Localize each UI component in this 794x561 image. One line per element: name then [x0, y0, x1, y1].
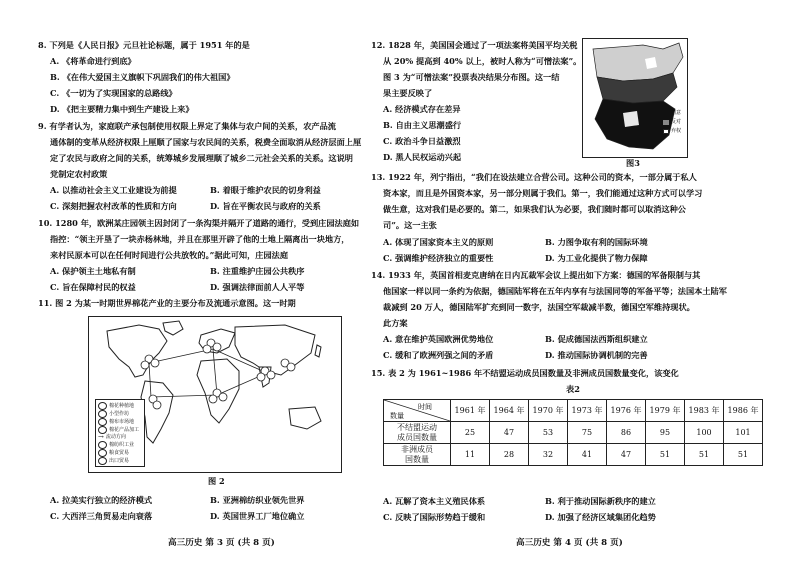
q12-line-4: 果主要反映了 — [383, 88, 433, 98]
q8-option-b[interactable]: B. 《在伟大爱国主义旗帜下巩固我们的伟大祖国》 — [50, 72, 235, 82]
q15-option-d[interactable]: D. 加强了经济区域集团化趋势 — [545, 512, 656, 522]
q15-option-c[interactable]: C. 反映了国际形势趋于缓和 — [383, 512, 486, 522]
cloth-market-icon — [98, 418, 107, 426]
textile-industry-icon — [98, 441, 107, 449]
q8-option-a[interactable]: A. 《将革命进行到底》 — [50, 56, 136, 66]
q9-option-c[interactable]: C. 深刻把握农村改革的性质和方向 — [50, 201, 177, 211]
figure-3-us-map — [582, 38, 688, 158]
q14-line-4: 此方案 — [383, 318, 408, 328]
q9-line-4: 党制定农村政策 — [50, 169, 108, 179]
table-year-cell: 1973 年 — [568, 400, 607, 422]
table-cell: 95 — [646, 422, 685, 444]
table-year-cell: 1983 年 — [685, 400, 724, 422]
q13-line-3: 做生意，这对我们是必要的。第二，如果我们认为必要，我们随时都可以取消这种公 — [383, 204, 686, 214]
table-year-cell: 1961 年 — [451, 400, 490, 422]
q11-option-a[interactable]: A. 拉美实行独立的经济模式 — [50, 495, 153, 505]
arrow-icon: → — [98, 433, 104, 441]
table-cell: 25 — [451, 422, 490, 444]
table-cell: 53 — [529, 422, 568, 444]
q14-line-3: 裁减到 20 万人，德国陆军扩充到同一数字，法国空军裁减半数，德国空军维持现状。 — [383, 302, 695, 312]
q14-line-2: 他国家一样以同一条约为依据，德国陆军将在五年内享有与法国同等的军备平等；法国本土陆军 — [383, 286, 727, 296]
right-page-footer: 高三历史 第 4 页 (共 8 页) — [516, 538, 623, 548]
q13-line-4: 司”。这一主张 — [383, 220, 437, 230]
q13-line-1: 13. 1922 年，列宁指出，“我们在设法建立合营公司。这种公司的资本，一部分属于私人 — [371, 172, 697, 182]
table-cell: 41 — [568, 444, 607, 466]
table-cell: 101 — [724, 422, 763, 444]
q8-stem: 8. 下列是《人民日报》元旦社论标题，属于 1951 年的是 — [38, 40, 250, 50]
q12-line-2: 从 20% 提高到 40% 以上，被时人称为“可憎法案”。 — [383, 56, 582, 66]
q13-option-a[interactable]: A. 体现了国家资本主义的原则 — [383, 237, 494, 247]
figure-2-legend — [95, 399, 145, 467]
q13-option-c[interactable]: C. 强调维护经济独立的重要性 — [383, 253, 494, 263]
q12-line-3: 图 3 为“可憎法案”投票表决结果分布图。这一结 — [383, 72, 560, 82]
q13-line-2: 资本家，而且是外国资本家，另一部分则属于我们。第一，我们能通过这种方式可以学习 — [383, 188, 703, 198]
q13-option-d[interactable]: D. 为工业化提供了物力保障 — [545, 253, 648, 263]
q10-option-b[interactable]: B. 注重维护庄园公共秩序 — [210, 266, 305, 276]
legend-item: 反对 — [663, 118, 685, 127]
q10-line-1: 10. 1280 年，欧洲某庄园领主因封闭了一条沟渠并隔开了道路的通行，受到庄园法庭如 — [38, 218, 360, 228]
q10-line-2: 指控：“领主开垦了一块赤杨林地，并且在那里开辟了他的土地上隔离出一块地方， — [50, 234, 350, 244]
q12-option-c[interactable]: C. 政治斗争日益激烈 — [383, 136, 461, 146]
table-cell: 51 — [724, 444, 763, 466]
q14-option-c[interactable]: C. 缓和了欧洲列强之间的矛盾 — [383, 350, 494, 360]
table-cell: 47 — [607, 444, 646, 466]
us-vote-map-drawing — [583, 39, 687, 157]
q10-option-d[interactable]: D. 强调法律面前人人平等 — [210, 282, 305, 292]
header-time-label: 时间 — [418, 403, 432, 411]
table-2 — [383, 399, 763, 466]
table-cell: 51 — [646, 444, 685, 466]
table-cell: 100 — [685, 422, 724, 444]
q10-option-c[interactable]: C. 旨在保障村民的权益 — [50, 282, 136, 292]
table-row — [384, 422, 763, 444]
q10-line-3: 来村民原本可以在任何时间进行公共放牧的。”据此可知，庄园法庭 — [50, 250, 289, 260]
q15-stem: 15. 表 2 为 1961~1986 年不结盟运动成员国数量及非洲成员国数量变化，该变化 — [371, 368, 679, 378]
legend-item: 同意 — [663, 109, 685, 118]
cotton-field-icon — [98, 402, 107, 410]
legend-item: 小型作坊 — [98, 410, 142, 418]
grain-trade-icon — [98, 449, 107, 457]
table-year-cell: 1979 年 — [646, 400, 685, 422]
q9-line-2: 通体制的变革从经济权限上厘顺了国家与农民间的关系，税费全面取消从经济层面上厘 — [50, 137, 362, 147]
legend-item: 棉布市场地 — [98, 418, 142, 426]
table-header-row — [384, 400, 763, 422]
table-cell: 28 — [490, 444, 529, 466]
q9-option-b[interactable]: B. 着眼于维护农民的切身利益 — [210, 185, 321, 195]
q11-stem: 11. 图 2 为某一时期世界棉花产业的主要分布及流通示意图。这一时期 — [38, 298, 296, 308]
row-label-members: 不结盟运动 成员国数量 — [384, 422, 451, 444]
q12-option-d[interactable]: D. 黑人民权运动兴起 — [383, 152, 462, 162]
export-trade-icon — [98, 457, 107, 465]
q14-option-d[interactable]: D. 推动国际协调机制的完善 — [545, 350, 648, 360]
figure-3-legend — [663, 109, 685, 136]
table-cell: 51 — [685, 444, 724, 466]
q8-option-d[interactable]: D. 《把主要精力集中到生产建设上来》 — [50, 104, 194, 114]
table-cell: 32 — [529, 444, 568, 466]
left-page-footer: 高三历史 第 3 页 (共 8 页) — [168, 538, 275, 548]
header-count-label: 数量 — [390, 412, 404, 420]
q15-option-a[interactable]: A. 瓦解了资本主义殖民体系 — [383, 496, 486, 506]
diagonal-line-icon — [384, 400, 450, 421]
figure-2-world-map — [88, 316, 342, 473]
q11-option-c[interactable]: C. 大西洋三角贸易走向衰落 — [50, 511, 153, 521]
legend-item: 棉纺织工业 — [98, 441, 142, 449]
q8-option-c[interactable]: C. 《一切为了实现国家的总路线》 — [50, 88, 177, 98]
figure-3-caption: 图3 — [626, 158, 640, 168]
q14-option-a[interactable]: A. 意在维护英国欧洲优势地位 — [383, 334, 494, 344]
q10-option-a[interactable]: A. 保护领主土地私有制 — [50, 266, 136, 276]
legend-item: → 流动方向 — [98, 433, 126, 441]
legend-item: 棉花种植地 — [98, 402, 142, 410]
q9-line-3: 定了农民与政府之间的关系，统筹城乡发展理顺了城乡二元社会关系的关系。这说明 — [50, 153, 353, 163]
table-cell: 11 — [451, 444, 490, 466]
table-year-cell: 1976 年 — [607, 400, 646, 422]
table-year-cell: 1964 年 — [490, 400, 529, 422]
q12-option-b[interactable]: B. 自由主义思潮盛行 — [383, 120, 462, 130]
q15-option-b[interactable]: B. 利于推动国际新秩序的建立 — [545, 496, 656, 506]
abstain-swatch-icon — [663, 129, 669, 134]
legend-item: 粮食贸易 — [98, 449, 142, 457]
q12-line-1: 12. 1828 年，美国国会通过了一项法案将美国平均关税 — [371, 40, 578, 50]
q14-option-b[interactable]: B. 促成德国法西斯组织建立 — [545, 334, 648, 344]
table-cell: 86 — [607, 422, 646, 444]
table-cell: 75 — [568, 422, 607, 444]
legend-item: 棉花产品加工 — [98, 426, 142, 434]
row-label-africa: 非洲成员 国数量 — [384, 444, 451, 466]
q13-option-b[interactable]: B. 力图争取有利的国际环境 — [545, 237, 648, 247]
workshop-icon — [98, 410, 107, 418]
q9-option-a[interactable]: A. 以推动社会主义工业建设为前提 — [50, 185, 177, 195]
table-cell: 47 — [490, 422, 529, 444]
figure-2-caption: 图 2 — [208, 476, 225, 486]
q11-option-b[interactable]: B. 亚洲棉纺织业领先世界 — [210, 495, 305, 505]
legend-item: 出口贸易 — [98, 457, 142, 465]
q9-line-1: 9. 有学者认为，家庭联产承包制使用权限上界定了集体与农户间的关系，农产品流 — [38, 121, 336, 131]
table-corner-cell — [384, 400, 451, 422]
agree-swatch-icon — [663, 111, 669, 116]
oppose-swatch-icon — [663, 120, 669, 125]
q12-option-a[interactable]: A. 经济模式存在差异 — [383, 104, 461, 114]
table-2-caption: 表2 — [566, 384, 580, 394]
table-year-cell: 1986 年 — [724, 400, 763, 422]
q9-option-d[interactable]: D. 旨在平衡农民与政府的关系 — [210, 201, 321, 211]
table-row — [384, 444, 763, 466]
q11-option-d[interactable]: D. 英国世界工厂地位确立 — [210, 511, 305, 521]
table-year-cell: 1970 年 — [529, 400, 568, 422]
legend-item: 弃权 — [663, 127, 685, 136]
q14-line-1: 14. 1933 年，英国首相麦克唐纳在日内瓦裁军会议上提出如下方案：德国的军备限制与其 — [371, 270, 701, 280]
